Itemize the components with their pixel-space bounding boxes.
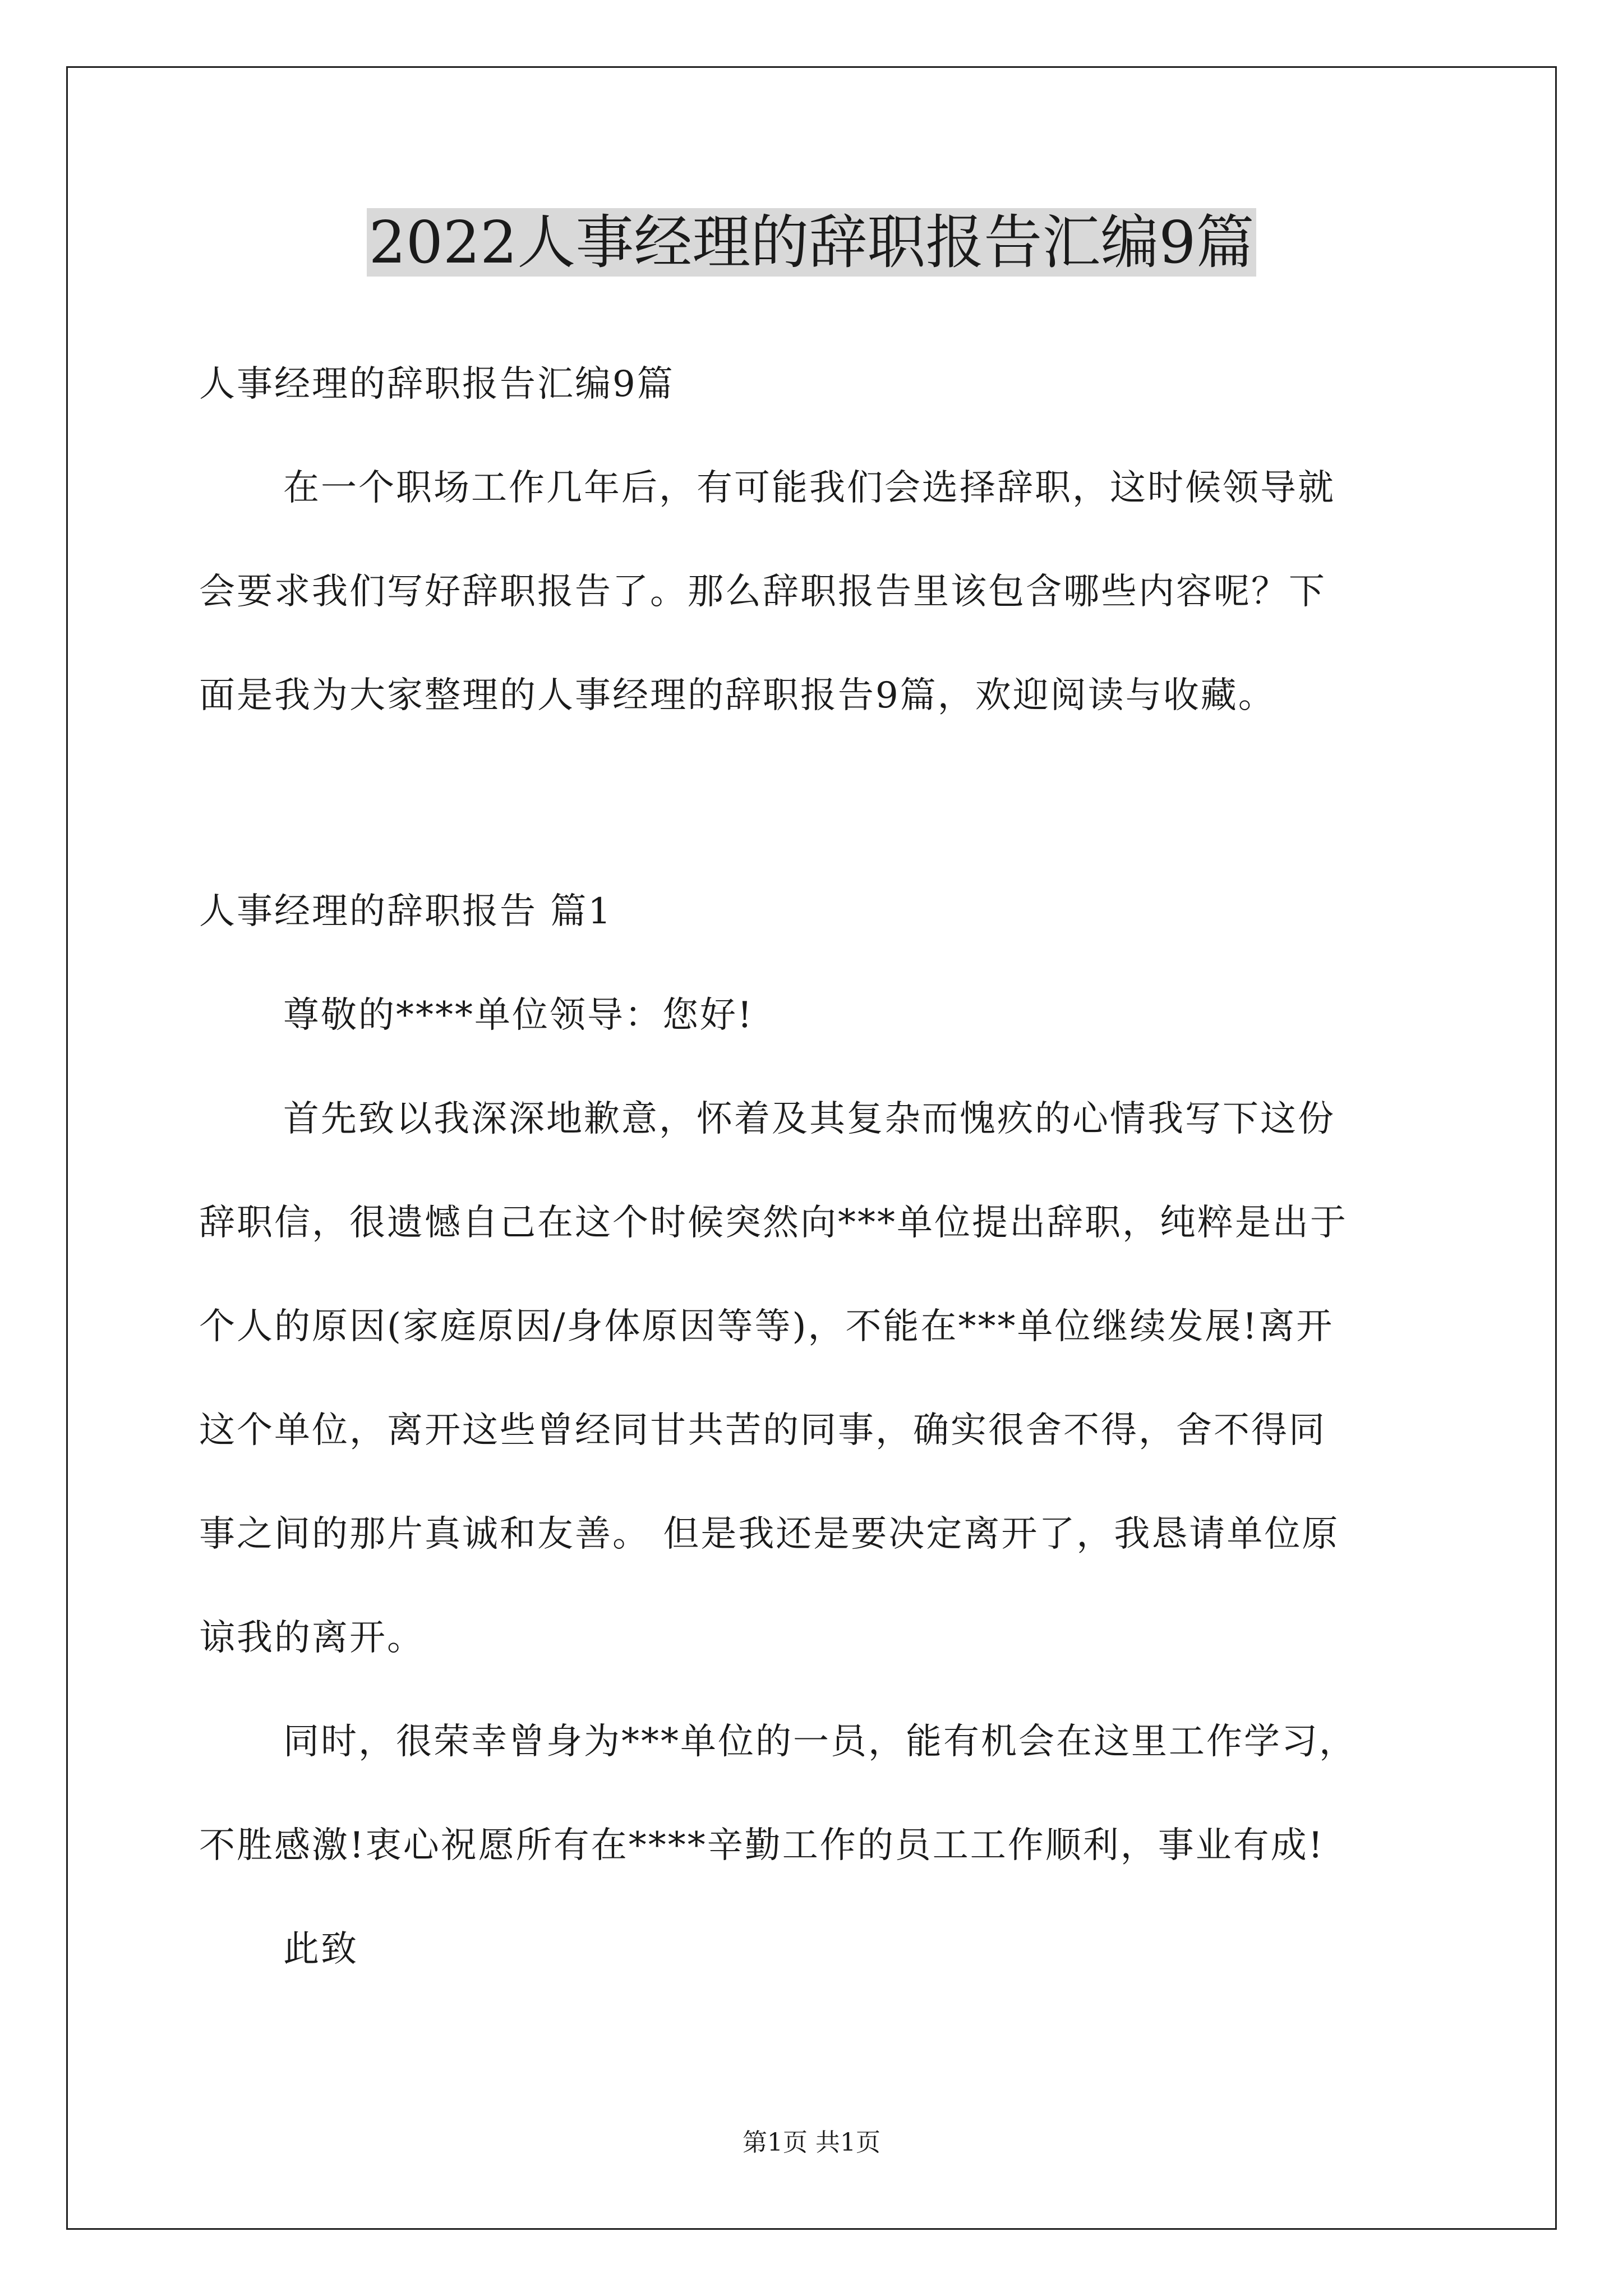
body-line: 辞职信，很遗憾自己在这个时候突然向***单位提出辞职，纯粹是出于 [199,1202,1348,1244]
intro-line: 在一个职场工作几年后，有可能我们会选择辞职，这时候领导就 [283,467,1335,509]
document-title-text: 2022人事经理的辞职报告汇编9篇 [367,208,1257,277]
closing-line: 此致 [283,1929,358,1970]
salutation: 尊敬的****单位领导：您好! [283,995,754,1036]
body-line: 谅我的离开。 [199,1617,425,1659]
intro-line: 会要求我们写好辞职报告了。那么辞职报告里该包含哪些内容呢？下 [199,571,1326,613]
document-subtitle: 人事经理的辞职报告汇编9篇 [199,364,675,405]
body-line: 个人的原因(家庭原因/身体原因等等)，不能在***单位继续发展!离开 [199,1306,1334,1347]
page-footer: 第1页 共1页 [743,2128,880,2157]
document-title [0,203,1623,282]
body-line: 事之间的那片真诚和友善。 但是我还是要决定离开了，我恳请单位原 [199,1513,1340,1555]
body-line: 同时，很荣幸曾身为***单位的一员，能有机会在这里工作学习， [283,1721,1357,1763]
intro-line: 面是我为大家整理的人事经理的辞职报告9篇，欢迎阅读与收藏。 [199,675,1276,716]
section-heading: 人事经理的辞职报告 篇1 [199,891,613,932]
body-line: 这个单位，离开这些曾经同甘共苦的同事，确实很舍不得，舍不得同 [199,1410,1326,1451]
body-line: 不胜感激!衷心祝愿所有在****辛勤工作的员工工作顺利，事业有成! [199,1825,1325,1866]
body-line: 首先致以我深深地歉意，怀着及其复杂而愧疚的心情我写下这份 [283,1098,1335,1140]
